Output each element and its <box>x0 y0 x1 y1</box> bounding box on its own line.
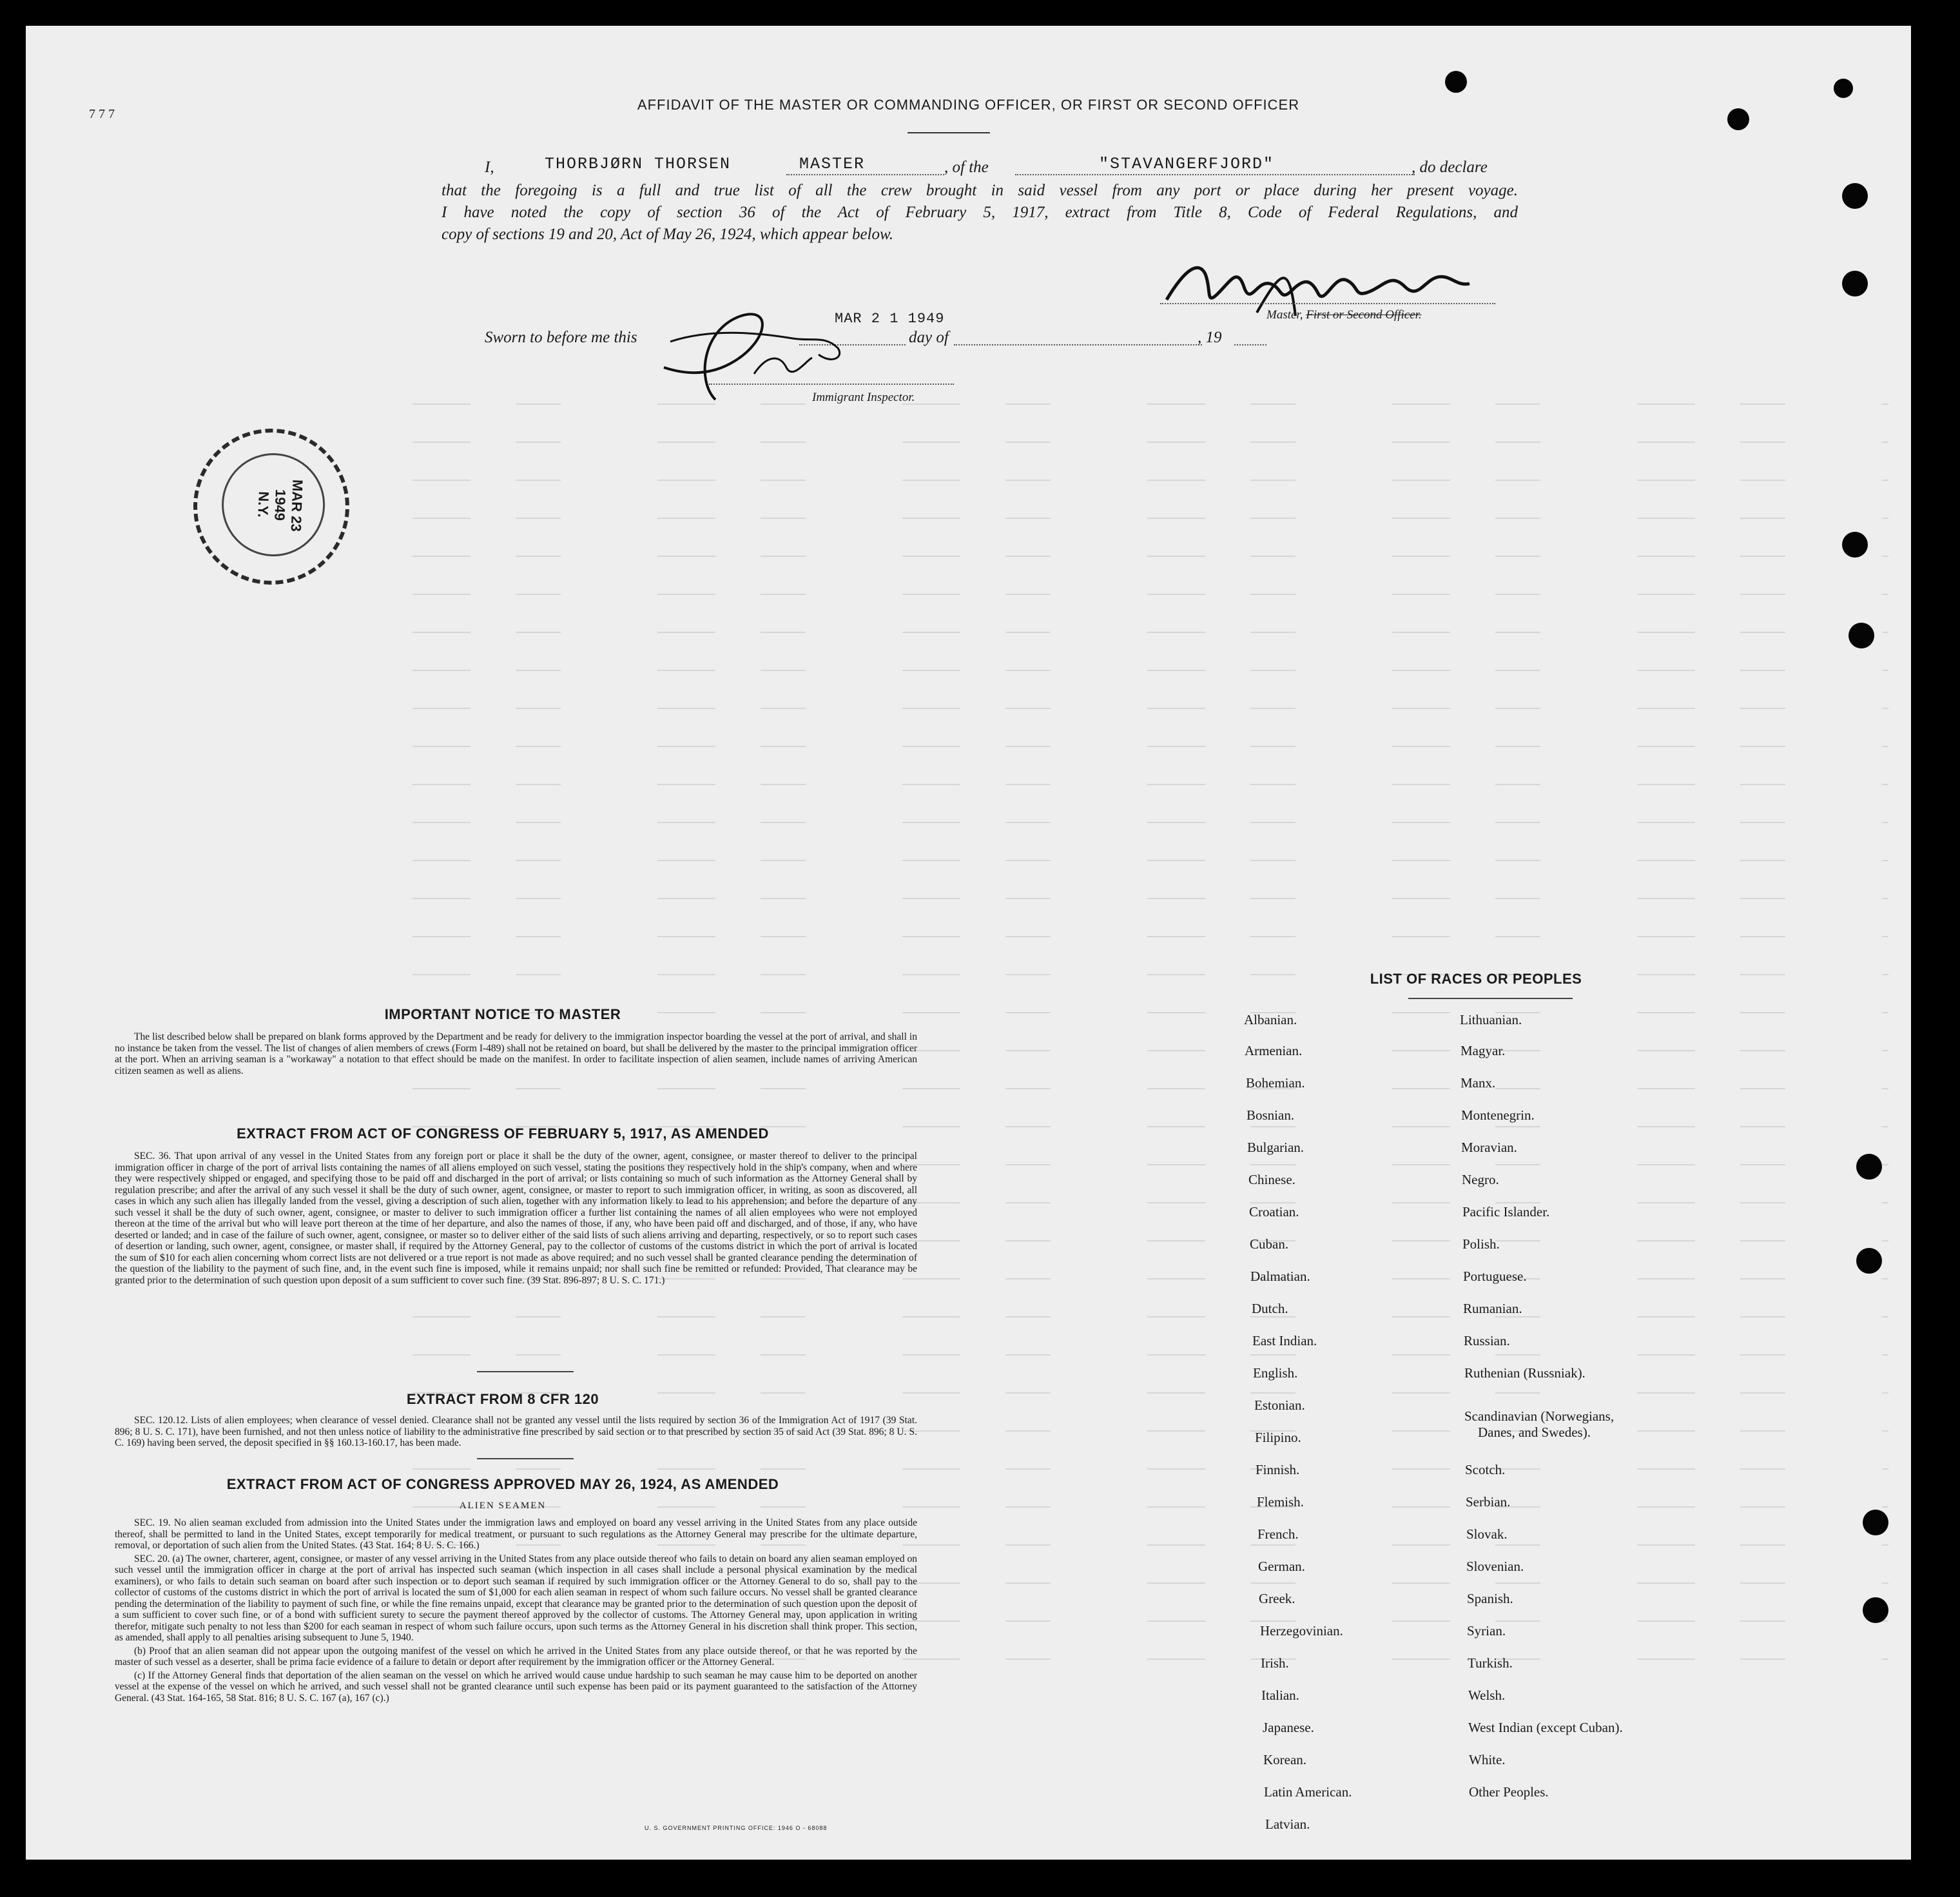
race-item: Lithuanian. <box>1460 1012 1522 1027</box>
punch-hole <box>1834 79 1853 98</box>
race-item: Dutch. <box>1252 1301 1288 1316</box>
race-item: Pacific Islander. <box>1462 1204 1550 1220</box>
race-item: Other Peoples. <box>1469 1784 1549 1800</box>
race-item: Portuguese. <box>1463 1269 1527 1284</box>
sworn-label: Sworn to before me this <box>485 329 637 346</box>
master-rank: MASTER <box>799 155 866 173</box>
bleed-through-row <box>412 632 1888 633</box>
declaration-line-3: I have noted the copy of section 36 of the Act of February 5, 1917, extract from Title 8, Code of Federal Regulations, and <box>441 204 1518 221</box>
signer-title-master: Master, <box>1266 308 1303 322</box>
race-item: Dalmatian. <box>1250 1269 1310 1284</box>
race-item: Bohemian. <box>1246 1075 1305 1091</box>
race-item: Latin American. <box>1264 1784 1352 1800</box>
extract-1924-sec20c: (c) If the Attorney General finds that deportation of the alien seaman on the vessel on which he arrived would cause undue hardship to such seaman he may cause him to be deported on another vessel at the expense of the vessel on which he arrived, and such vessel shall not be granted clearance until such expense has been paid or its payment guaranteed to the satisfaction of the Attorney General. (43 Stat. 164-165, 58 Stat. 816; 8 U. S. C. 167 (a), 167 (c).) <box>115 1669 917 1704</box>
punch-hole <box>1856 1248 1882 1274</box>
extract-1924-body <box>115 1517 917 1706</box>
punch-hole <box>1842 183 1868 209</box>
notice-title: IMPORTANT NOTICE TO MASTER <box>384 1006 621 1022</box>
race-item: Herzegovinian. <box>1260 1623 1343 1639</box>
struck-officer-title: First or Second Officer. <box>1306 308 1422 322</box>
year-label: , 19 <box>1198 329 1222 346</box>
vessel-line <box>1015 174 1415 175</box>
month-line <box>954 344 1202 345</box>
race-item: German. <box>1258 1559 1305 1574</box>
bleed-through-row <box>412 556 1888 557</box>
bleed-through-row <box>412 860 1888 861</box>
race-item: Moravian. <box>1461 1140 1517 1155</box>
title-rule <box>907 132 990 133</box>
affidavit-title: AFFIDAVIT OF THE MASTER OR COMMANDING OFFICER, OR FIRST OR SECOND OFFICER <box>637 97 1300 113</box>
master-signature-line <box>1160 303 1495 304</box>
bleed-through-row <box>412 898 1888 899</box>
race-item: English. <box>1253 1365 1298 1381</box>
bleed-through-row <box>412 670 1888 671</box>
bleed-through-row <box>412 404 1888 405</box>
extract-8cfr-title: EXTRACT FROM 8 CFR 120 <box>406 1391 599 1407</box>
races-title: LIST OF RACES OR PEOPLES <box>1370 971 1582 987</box>
race-item: Italian. <box>1261 1688 1299 1703</box>
extract-1917-body <box>115 1151 917 1288</box>
race-item: Filipino. <box>1255 1430 1301 1445</box>
inspector-signature-line <box>709 384 954 385</box>
race-item: Magyar. <box>1460 1043 1506 1058</box>
signer-title <box>1266 308 1422 322</box>
race-item: West Indian (except Cuban). <box>1468 1720 1623 1735</box>
bleed-through-row <box>412 784 1888 785</box>
port-entry-stamp <box>191 426 352 587</box>
alien-seamen-subtitle: ALIEN SEAMEN <box>459 1501 547 1511</box>
extract-1917-text: SEC. 36. That upon arrival of any vessel in the United States from any foreign port or place it shall be the duty of the owner, agent, consignee, or master thereof to deliver to the principal immigration officer in charge of the port of arrival lists containing the names of all aliens employed on such vessel, stating the positions they respectively hold in the ship's company, when and where they were respectively shipped or engaged, and specifying those to be paid off and discharged in the port of arrival; or lists containing so much of such information as the Attorney General shall by regulation prescribe; and after the arrival of any such vessel it shall be the duty of such owner, agent, consignee, or master to report to such immigration officer, in writing, as soon as discovered, all cases in which any such alien has illegally landed from the vessel, giving a description of such alien, together with any information likely to lead to his apprehension; and before the departure of any such vessel it shall be the duty of such owner, agent, consignee, or master to deliver to such immigration officer a further list containing the names of all alien employees who were not employed thereon at the time of the arrival but who will leave port thereon at the time of her departure, and also the names of those, if any, who have been paid off and discharged, and of those, if any, who have deserted or landed; and in case of the failure of such owner, agent, consignee, or master so to deliver either of the said lists of such aliens arriving and departing, respectively, or so to report such cases of desertion or landing, such owner, agent, consignee, or master shall, if required by the Attorney General, pay to the collector of customs of the customs district in which the port of arrival is located the sum of $10 for each alien concerning whom correct lists are not delivered or a true report is not made as above required; and no such vessel shall be granted clearance pending the determination of the question of the liability to the payment of such fine, and, in the event such fine is imposed, while it remains unpaid; nor shall such fine be remitted or refunded: Provided, That clearance may be granted prior to the determination of such question upon deposit of a sum sufficient to cover such fine. (39 Stat. 896-897; 8 U. S. C. 171.) <box>115 1151 917 1286</box>
notice-body <box>115 1031 917 1078</box>
bleed-through-row <box>412 480 1888 481</box>
race-item: Estonian. <box>1254 1397 1305 1413</box>
race-item: Rumanian. <box>1463 1301 1522 1316</box>
bleed-through-row <box>412 746 1888 747</box>
punch-hole <box>1842 271 1868 297</box>
stamp-line-2: 1949 <box>271 489 289 521</box>
bleed-through-row <box>412 1468 1888 1470</box>
race-item: Serbian. <box>1466 1494 1511 1510</box>
race-item: Manx. <box>1460 1075 1496 1091</box>
race-item: Albanian. <box>1244 1012 1297 1027</box>
race-item: French. <box>1257 1526 1299 1542</box>
declaration-prefix: I, <box>485 159 494 176</box>
race-item: Korean. <box>1263 1752 1307 1767</box>
race-item: Armenian. <box>1245 1043 1303 1058</box>
race-item: Bulgarian. <box>1247 1140 1305 1155</box>
extract-1917-title: EXTRACT FROM ACT OF CONGRESS OF FEBRUARY 5, 1917, AS AMENDED <box>237 1125 769 1142</box>
bleed-through-row <box>412 518 1888 519</box>
punch-hole <box>1863 1597 1888 1623</box>
race-item: Polish. <box>1462 1236 1500 1252</box>
day-of-label: day of <box>909 329 949 346</box>
section-divider <box>477 1458 574 1459</box>
date-stamp: MAR 2 1 1949 <box>835 311 945 327</box>
race-item: Scandinavian (Norwegians, <box>1464 1408 1615 1424</box>
inspector-label: Immigrant Inspector. <box>812 391 915 404</box>
race-item: Slovak. <box>1466 1526 1508 1542</box>
bleed-through-row <box>412 708 1888 709</box>
year-line <box>1234 344 1266 345</box>
bleed-through-row <box>412 1316 1888 1318</box>
vessel-name: "STAVANGERFJORD" <box>1099 155 1275 173</box>
race-item: Russian. <box>1464 1333 1510 1348</box>
race-item: Greek. <box>1259 1591 1295 1606</box>
extract-1924-sec20b: (b) Proof that an alien seaman did not appear upon the outgoing manifest of the vessel on which he arrived in the United States from any place outside thereof, or that he was reported by the master of such vessel as a deserter, shall be prima facie evidence of a failure to detain or deport after requirement by the immigration officer or the Attorney General. <box>115 1645 917 1668</box>
race-item: Negro. <box>1462 1172 1499 1187</box>
notice-text: The list described below shall be prepared on blank forms approved by the Department and be ready for delivery to the immigration inspector boarding the vessel at the port of arrival, and shall in no instance be taken from the vessel. The list of changes of alien members of crews (Form I-489) shall not be retained on board, but shall be delivered by the master to the principal immigration officer at the port. When an arriving seaman is a "workaway" a notation to that effect should be made on the manifest. In order to facilitate inspection of alien seamen, include names of arriving American citizen seamen as well as aliens. <box>115 1031 917 1076</box>
races-title-rule <box>1408 998 1573 999</box>
race-item: Slovenian. <box>1466 1559 1524 1574</box>
race-item: Danes, and Swedes). <box>1478 1425 1591 1440</box>
race-item: Chinese. <box>1248 1172 1295 1187</box>
of-the-label: , of the <box>944 159 989 176</box>
bleed-through-row <box>412 936 1888 937</box>
race-item: Syrian. <box>1467 1623 1506 1639</box>
do-declare-label: , do declare <box>1412 159 1488 176</box>
extract-8cfr-body <box>115 1415 917 1451</box>
race-item: Welsh. <box>1468 1688 1506 1703</box>
race-item: Montenegrin. <box>1461 1107 1535 1123</box>
race-item: East Indian. <box>1252 1333 1317 1348</box>
race-item: Turkish. <box>1468 1655 1513 1671</box>
punch-hole <box>1863 1510 1888 1535</box>
race-item: Spanish. <box>1467 1591 1513 1606</box>
bleed-through-row <box>412 822 1888 823</box>
race-item: Bosnian. <box>1247 1107 1295 1123</box>
section-divider <box>477 1371 574 1372</box>
bleed-through-row <box>412 1354 1888 1356</box>
extract-1924-title: EXTRACT FROM ACT OF CONGRESS APPROVED MAY 26, 1924, AS AMENDED <box>226 1476 779 1492</box>
race-item: Irish. <box>1261 1655 1289 1671</box>
bleed-through-row <box>412 1088 1888 1089</box>
bleed-through-row <box>412 594 1888 595</box>
printing-office-footer: U. S. GOVERNMENT PRINTING OFFICE: 1946 O - 68088 <box>645 1825 828 1831</box>
punch-hole <box>1445 71 1467 93</box>
punch-hole <box>1856 1154 1882 1180</box>
race-item: Flemish. <box>1257 1494 1304 1510</box>
race-item: Latvian. <box>1265 1816 1310 1832</box>
rank-line <box>786 174 944 175</box>
race-item: Cuban. <box>1250 1236 1289 1252</box>
declaration-line-2: that the foregoing is a full and true list of all the crew brought in said vessel from any port or place during her present voyage. <box>441 182 1518 199</box>
extract-1924-sec19: SEC. 19. No alien seaman excluded from admission into the United States under the immigration laws and employed on board any vessel arriving in the United States from any place outside thereof, shall be permitted to land in the United States, except temporarily for medical treatment, or pursuant to such regulations as the Attorney General may prescribe for the ultimate departure, removal, or deportation of such alien from the United States. (43 Stat. 164; 8 U. S. C. 166.) <box>115 1517 917 1551</box>
stamp-center <box>220 451 326 558</box>
punch-hole <box>1842 532 1868 558</box>
race-item: Ruthenian (Russniak). <box>1464 1365 1586 1381</box>
stamp-line-1: MAR 23 <box>287 479 306 532</box>
declaration-line-4: copy of sections 19 and 20, Act of May 26, 1924, which appear below. <box>441 226 894 243</box>
corner-mark: 7 7 7 <box>89 107 115 121</box>
race-item: Japanese. <box>1263 1720 1314 1735</box>
race-item: Finnish. <box>1256 1462 1300 1477</box>
race-item: White. <box>1469 1752 1506 1767</box>
extract-8cfr-text: SEC. 120.12. Lists of alien employees; when clearance of vessel denied. Clearance shall not be granted any vessel until the lists required by section 36 of the Immigration Act of 1917 (39 Stat. 896; 8 U. S. C. 171), have been furnished, and not then unless notice of liability to the administrative fine prescribed by said section or to that prescribed by section 35 of said Act (39 Stat. 896; 8 U. S. C. 169) having been served, the deposit specified in §§ 160.13-160.17, has been made. <box>115 1415 917 1448</box>
master-name: THORBJØRN THORSEN <box>545 155 732 173</box>
race-item: Scotch. <box>1465 1462 1506 1477</box>
punch-hole <box>1848 623 1874 648</box>
race-item: Croatian. <box>1249 1204 1299 1220</box>
stamp-line-3: N.Y. <box>255 491 272 518</box>
manifest-page <box>26 26 1911 1860</box>
bleed-through-row <box>412 442 1888 443</box>
extract-1924-sec20a: SEC. 20. (a) The owner, charterer, agent, consignee, or master of any vessel arriving in the United States from any place outside thereof who fails to detain on board any alien seaman employed on such vessel until the immigration officer in charge at the port of arrival has inspected such seaman (which inspection in all cases shall include a personal physical examination by the medical examiners), or who fails to detain such seaman on board after such inspection or to deport such seaman if required by such immigration officer or the Attorney General to do so, shall pay to the collector of customs of the customs district in which the port of arrival is located the sum of $1,000 for each alien seaman in respect of whom such failure occurs. No vessel shall be granted clearance pending the determination of the liability to payment of such fine, or while the fine remains unpaid, except that clearance may be granted prior to the determination of such question upon the deposit of a sum sufficient to cover such fine, or of a bond with sufficient surety to secure the payment thereof approved by the collector of customs. The Attorney General may, upon application in writing therefor, mitigate such penalty to not less than $200 for each seaman in respect of whom such failure occurs, upon such terms as the Attorney General in his discretion shall think proper. This section, as amended, shall apply to all penalties arising subsequent to June 5, 1940. <box>115 1553 917 1643</box>
